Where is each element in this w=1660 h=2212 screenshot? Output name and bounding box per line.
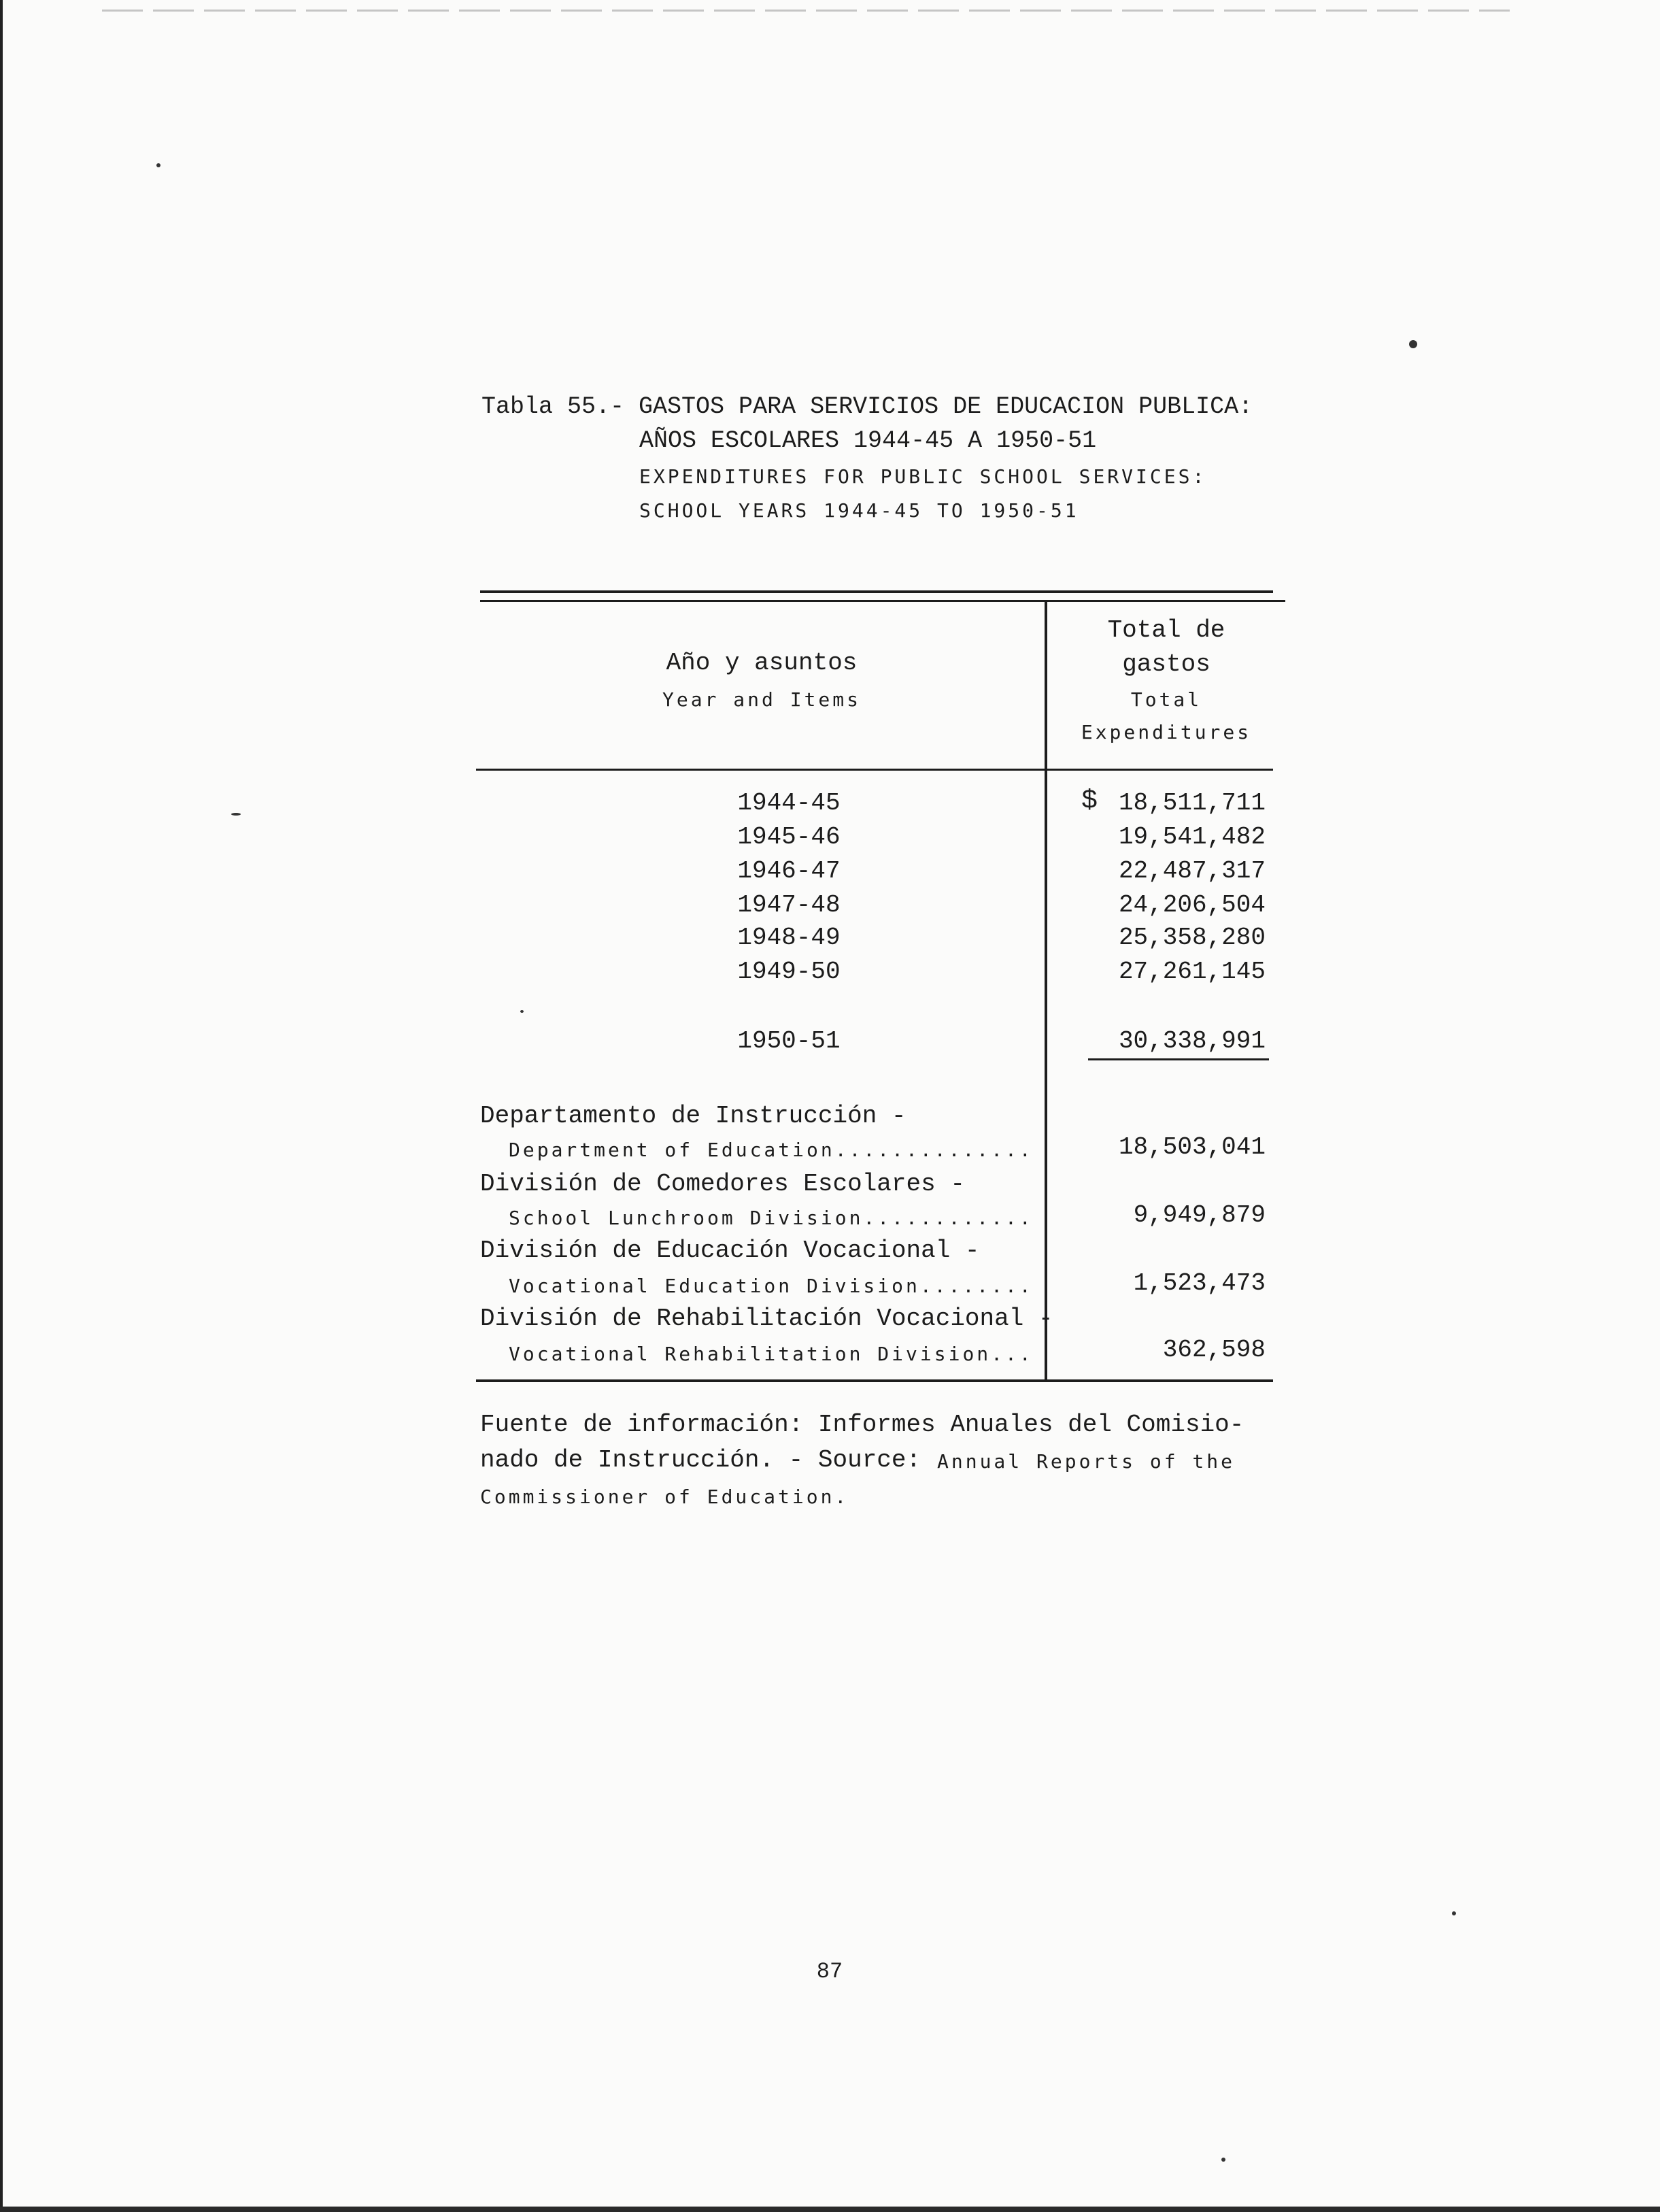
item-total: 362,598	[1162, 1336, 1266, 1364]
year-label: 1946-47	[737, 857, 841, 885]
column-header-item-es: Año y asuntos	[666, 649, 858, 677]
column-header-total-es-1: Total de	[1107, 616, 1225, 644]
year-label: 1950-51	[737, 1027, 841, 1055]
item-label-en: Department of Education..............	[509, 1139, 1034, 1161]
currency-symbol: $	[1081, 786, 1098, 817]
column-header-item-en: Year and Items	[662, 688, 861, 711]
scan-speck	[156, 163, 160, 167]
item-label-es: División de Rehabilitación Vocacional -	[480, 1305, 1053, 1333]
item-label-es: División de Educación Vocacional -	[480, 1237, 980, 1264]
year-label: 1949-50	[737, 958, 841, 986]
year-total: 27,261,145	[1118, 958, 1266, 986]
table-bottom-rule	[476, 1379, 1273, 1382]
year-total: 19,541,482	[1118, 823, 1266, 851]
item-label-en: Vocational Rehabilitation Division...	[509, 1343, 1034, 1365]
item-label-es: Departamento de Instrucción -	[480, 1102, 907, 1130]
column-header-total-en-1: Total	[1130, 688, 1202, 711]
scan-speck	[1221, 2158, 1225, 2162]
column-header-total-es-2: gastos	[1122, 650, 1210, 678]
item-label-en: School Lunchroom Division............	[509, 1207, 1034, 1229]
scan-speck	[520, 1010, 524, 1013]
scan-edge-left	[0, 0, 3, 2212]
table-top-rule	[480, 590, 1273, 593]
year-total: 30,338,991	[1118, 1027, 1266, 1055]
year-label: 1945-46	[737, 823, 841, 851]
table-title-es-line1: Tabla 55.- GASTOS PARA SERVICIOS DE EDUCACION PUBLICA:	[481, 393, 1253, 420]
scan-speck	[231, 813, 241, 816]
footnote-line1: Fuente de información: Informes Anuales del Comisio-	[480, 1411, 1244, 1439]
year-label: 1947-48	[737, 891, 841, 919]
year-total: 18,511,711	[1118, 789, 1266, 817]
column-header-total-en-2: Expenditures	[1081, 721, 1252, 743]
year-total: 24,206,504	[1118, 891, 1266, 919]
scan-speck	[1409, 340, 1417, 348]
footnote-line3: Commissioner of Education.	[480, 1486, 849, 1508]
total-underline	[1088, 1058, 1269, 1060]
page-number: 87	[816, 1959, 843, 1984]
table-title-es-line2: AÑOS ESCOLARES 1944-45 A 1950-51	[639, 427, 1097, 454]
table-title-en-line2: SCHOOL YEARS 1944-45 TO 1950-51	[639, 499, 1079, 522]
column-divider	[1045, 600, 1047, 1382]
header-bottom-rule	[476, 769, 1273, 771]
item-total: 9,949,879	[1133, 1201, 1266, 1229]
scan-edge-top	[102, 10, 1510, 12]
footnote-line2-en: Annual Reports of the	[937, 1450, 1236, 1473]
scan-edge-bottom	[0, 2207, 1660, 2212]
item-label-en: Vocational Education Division........	[509, 1275, 1034, 1297]
footnote-line2-es: nado de Instrucción. - Source:	[480, 1446, 921, 1474]
year-total: 25,358,280	[1118, 924, 1266, 952]
scan-speck	[1452, 1911, 1456, 1915]
item-total: 18,503,041	[1118, 1133, 1266, 1161]
table-title-en-line1: EXPENDITURES FOR PUBLIC SCHOOL SERVICES:	[639, 465, 1207, 488]
table-top-rule-2	[480, 600, 1285, 602]
year-label: 1948-49	[737, 924, 841, 952]
item-total: 1,523,473	[1133, 1269, 1266, 1297]
year-label: 1944-45	[737, 789, 841, 817]
item-label-es: División de Comedores Escolares -	[480, 1170, 965, 1198]
year-total: 22,487,317	[1118, 857, 1266, 885]
